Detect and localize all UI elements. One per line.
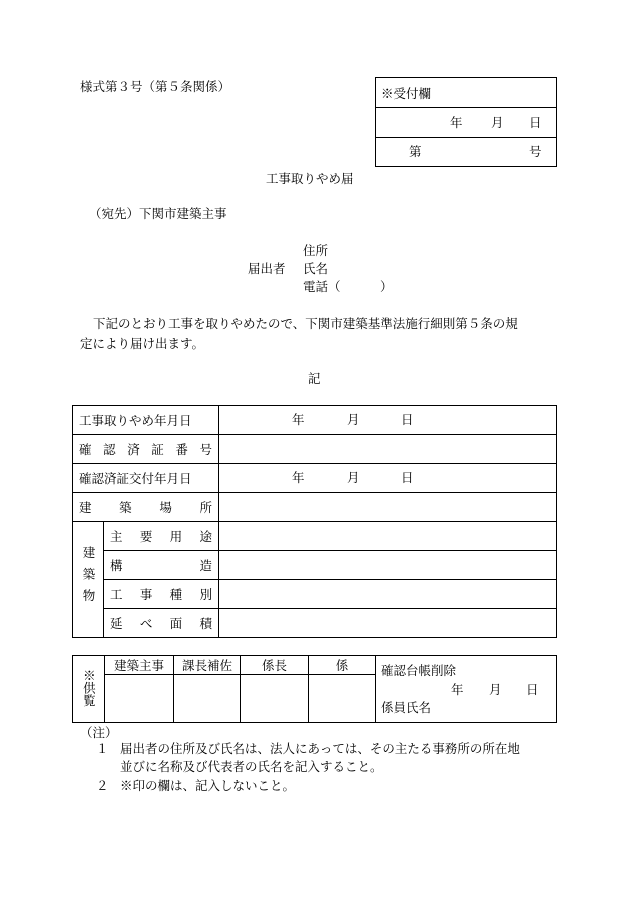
ledger-label: 確認台帳削除 [381,663,457,678]
label-char: 構 [110,558,123,573]
review-stamp-director [105,675,174,723]
ledger-cell [376,656,557,723]
building-label [73,522,104,638]
ledger-day: 日 [526,682,539,697]
review-col-staff: 係 [309,656,376,675]
label-char: 種 [169,587,183,602]
label-char: 要 [139,529,153,544]
main-use-label [104,522,219,551]
label-char: 主 [110,529,123,544]
review-col-deputy: 課長補佐 [174,656,241,675]
label-char: 築 [119,500,132,515]
reception-year: 年 [450,115,463,130]
reception-month: 月 [491,115,504,130]
main-use-value [219,522,557,551]
cancel-date-label: 工事取りやめ年月日 [73,406,219,435]
cert-date-label: 確認済証交付年月日 [73,464,219,493]
applicant-name-label: 氏名 [303,261,329,276]
ledger-staff-label: 係員氏名 [381,700,432,715]
cert-number-label [73,435,219,464]
label-char: 号 [199,442,212,457]
label-char: 造 [199,558,212,573]
review-col-chief: 係長 [241,656,309,675]
building-label-text: 建築物 [81,545,96,611]
floor-area-value [219,609,557,638]
label-char: 途 [199,529,212,544]
label-char: 面 [169,616,183,631]
label-char: 別 [199,587,212,602]
cert-day: 日 [401,470,414,485]
form-number: 様式第３号（第５条関係） [80,79,231,94]
label-char: 証 [151,442,164,457]
review-stamp-chief [241,675,309,723]
cancel-date-value [219,406,557,435]
details-table [72,405,557,638]
note1-line2: 並びに名称及び代表者の氏名を記入すること。 [120,759,383,774]
cert-number-value [219,435,557,464]
structure-label [104,551,219,580]
reception-number-prefix: 第 [409,144,422,159]
structure-value [219,551,557,580]
note2-number: ２ [96,778,109,793]
label-char: 積 [199,616,212,631]
ledger-month: 月 [489,682,502,697]
label-char: べ [139,616,153,631]
applicant-address-label: 住所 [303,243,329,258]
cert-month: 月 [347,470,360,485]
notes-label: （注） [80,725,118,740]
note2-text: ※印の欄は、記入しないこと。 [120,778,296,793]
reception-date-cell [376,108,557,138]
label-char: 工 [110,587,123,602]
cancel-day: 日 [401,412,414,427]
label-char: 済 [127,442,140,457]
cert-date-value [219,464,557,493]
reception-number-suffix: 号 [529,144,542,159]
cancel-year: 年 [292,412,305,427]
cancel-month: 月 [347,412,360,427]
label-char: 確 [79,442,92,457]
note1-line1: 届出者の住所及び氏名は、法人にあっては、その主たる事務所の所在地 [120,741,520,756]
cert-year: 年 [292,470,305,485]
review-col-director: 建築主事 [105,656,174,675]
label-char: 建 [79,500,92,515]
ledger-year: 年 [451,682,464,697]
label-char: 所 [199,500,212,515]
review-table [72,655,557,723]
work-type-label [104,580,219,609]
reception-box [375,77,557,167]
reception-day: 日 [529,115,542,130]
document-title: 工事取りやめ届 [266,171,354,186]
addressee: （宛先）下関市建築主事 [89,206,227,221]
applicant-phone-close: ） [380,279,393,294]
review-label-text: ※供覧 [81,668,97,707]
body-text-line1: 下記のとおり工事を取りやめたので、下関市建築基準法施行細則第５条の規 [93,316,518,331]
applicant-phone-label: 電話（ [303,279,341,294]
site-label [73,493,219,522]
review-label [73,656,105,723]
site-value [219,493,557,522]
body-text-line2: 定により届け出ます。 [80,336,205,351]
label-char: 場 [159,500,172,515]
applicant-label: 届出者 [248,261,286,276]
label-char: 番 [175,442,188,457]
label-char: 事 [139,587,153,602]
reception-number-cell [376,138,557,167]
label-char: 延 [110,616,123,631]
label-char: 用 [169,529,183,544]
reception-label: ※受付欄 [376,78,557,108]
review-stamp-staff [309,675,376,723]
work-type-value [219,580,557,609]
ki-heading: 記 [308,371,321,386]
floor-area-label [104,609,219,638]
review-stamp-deputy [174,675,241,723]
label-char: 認 [103,442,116,457]
note1-number: １ [96,741,109,756]
